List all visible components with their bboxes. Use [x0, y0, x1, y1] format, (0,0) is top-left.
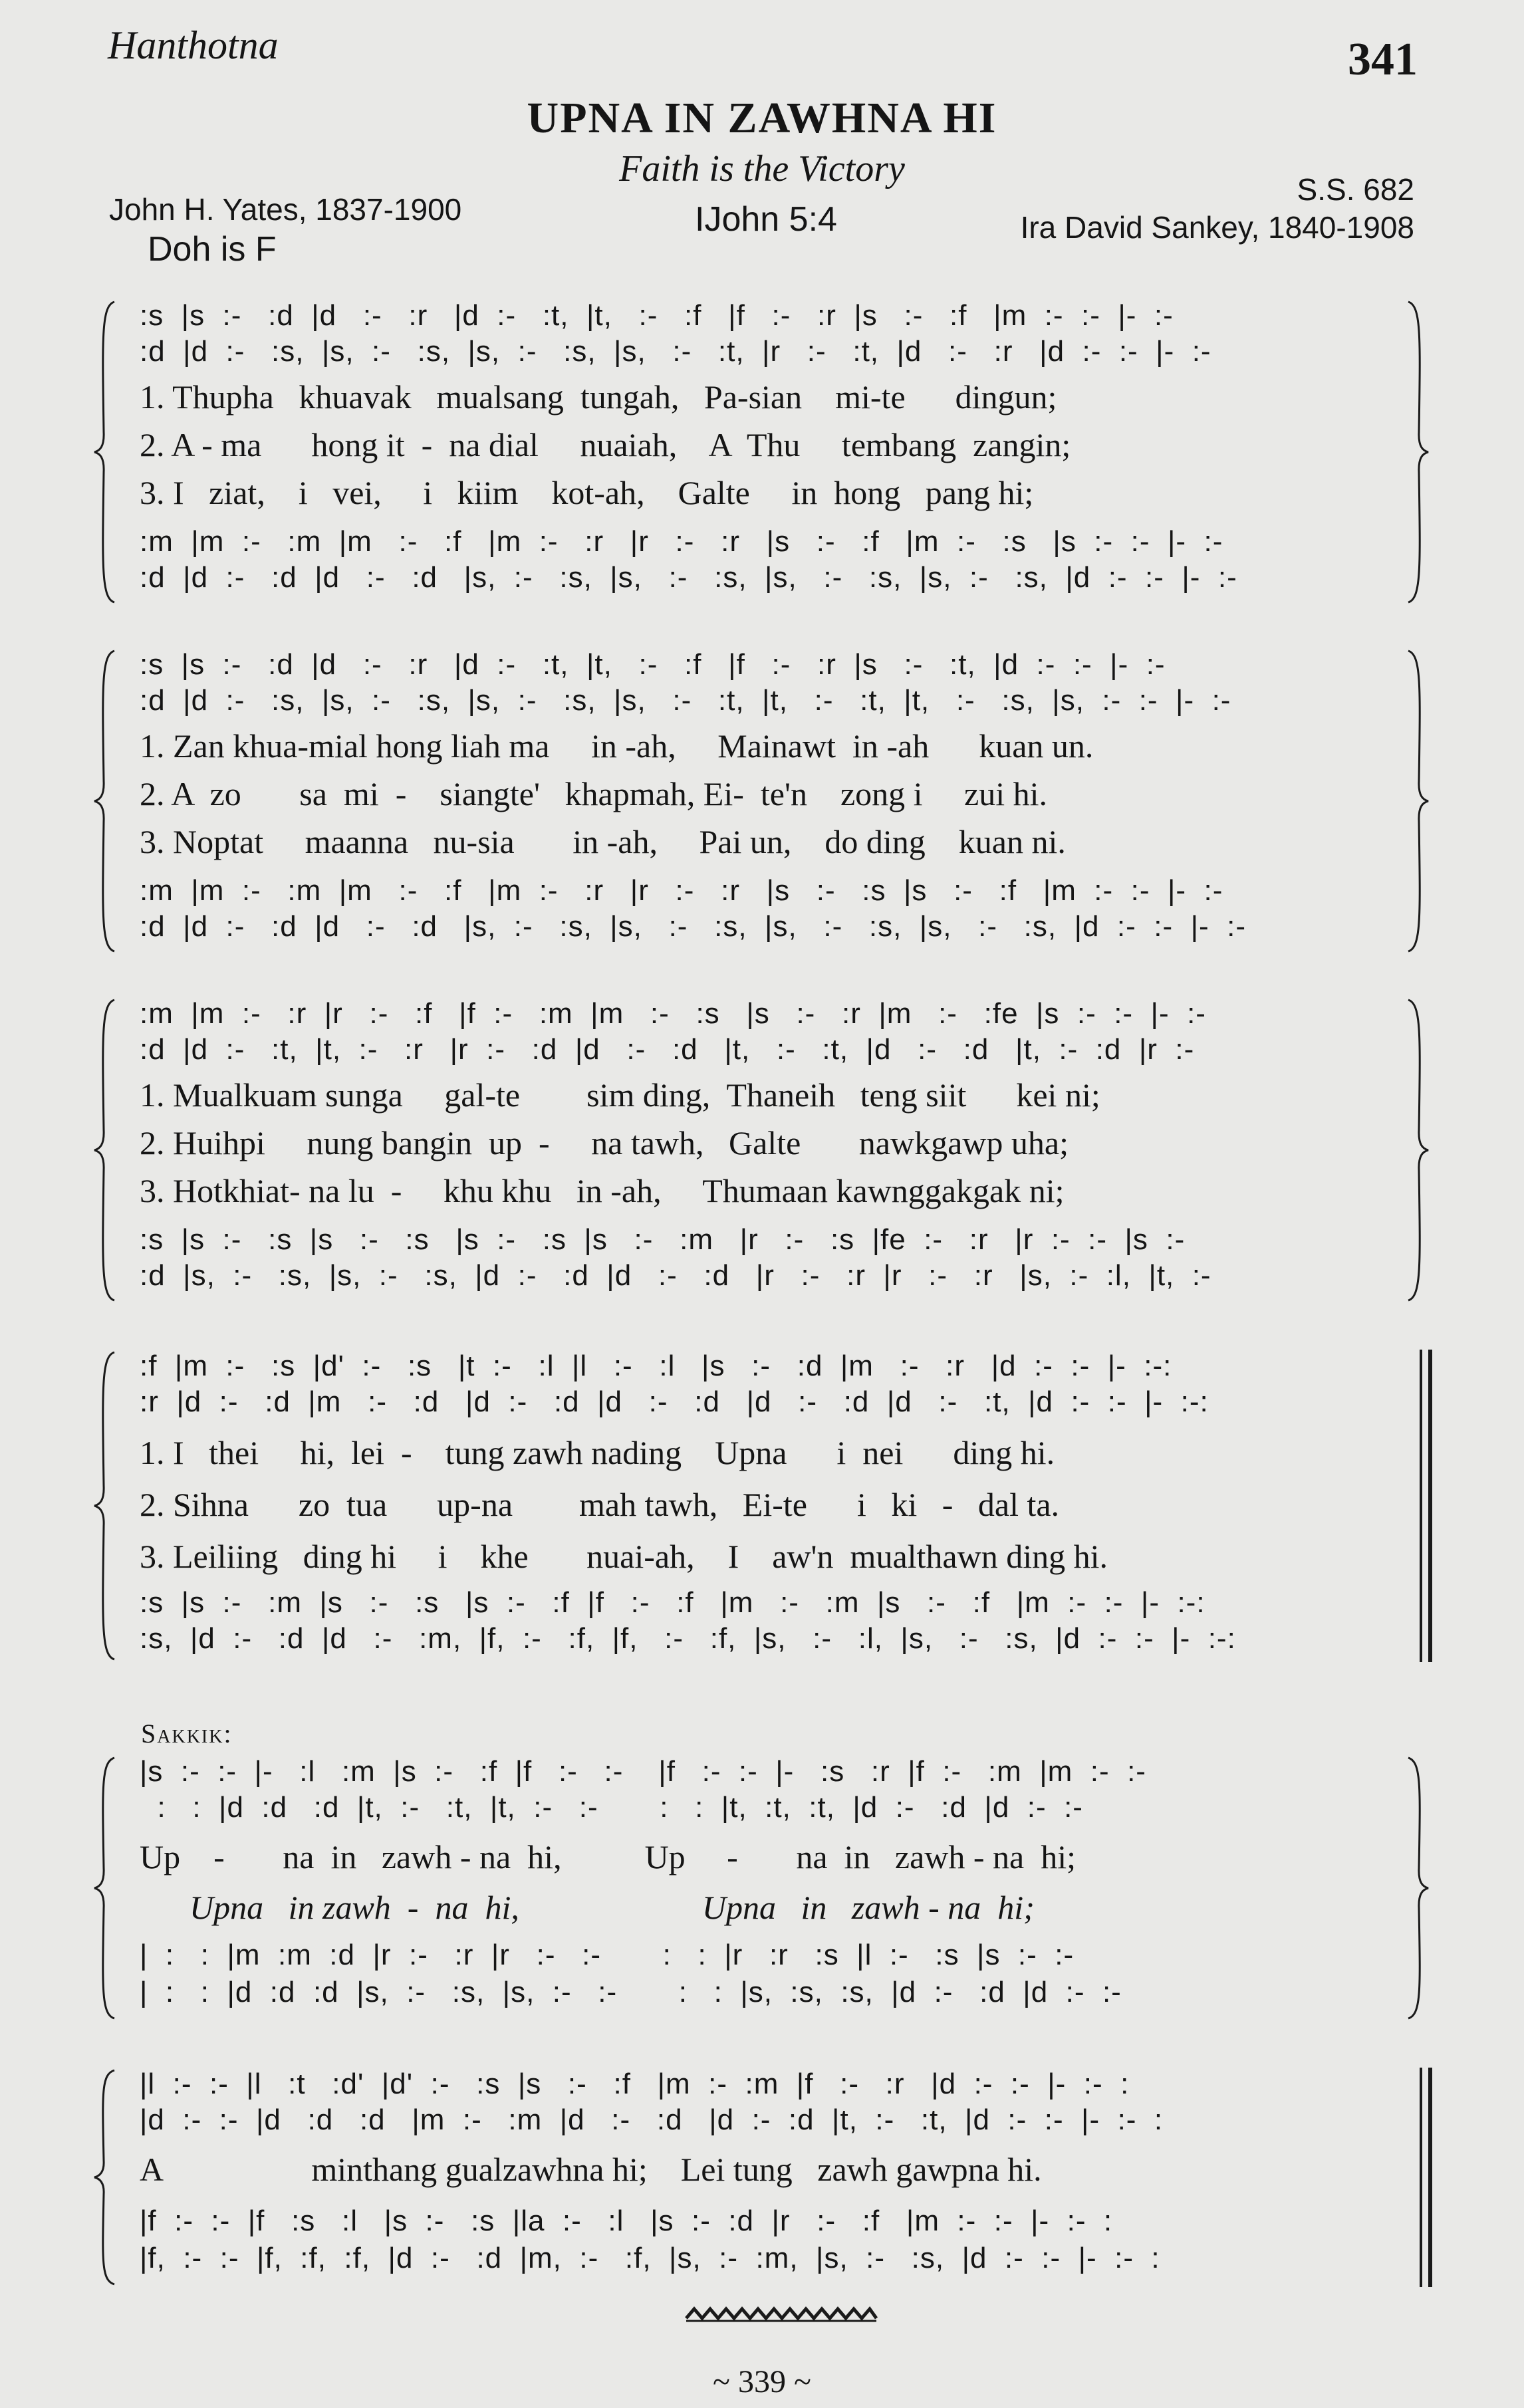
upper-solfa-line: :d |d :- :s, |s, :- :s, |s, :- :s, |s, :- :t, |t, :- :t, |t, :- :s, |s, :- :- |- :- — [140, 684, 1231, 717]
lower-solfa-line: :d |d :- :d |d :- :d |s, :- :s, |s, :- :s, |s, :- :s, |s, :- :s, |d :- :- |- :- — [140, 561, 1237, 594]
lower-solfa-line: | : : |m :m :d |r :- :r |r :- :- : : |r :r :s |l :- :s |s :- :- — [140, 1939, 1075, 1971]
verse-line-2: 2. Huihpi nung bangin up - na tawh, Galte nawkgawp uha; — [140, 1124, 1069, 1161]
lower-solfa-line: :s, |d :- :d |d :- :m, |f, :- :f, |f, :- :f, |s, :- :l, |s, :- :s, |d :- :- |- :-: — [140, 1622, 1236, 1655]
tune-reference: S.S. 682 — [1297, 172, 1414, 207]
music-system-2 — [93, 648, 1430, 954]
final-barline — [1428, 1350, 1432, 1662]
refrain-lyric-line: Up - na in zawh - na hi, Up - na in zawh - na hi; — [140, 1838, 1077, 1875]
left-brace-icon — [93, 1755, 117, 2021]
verse-line-1: 1. Thupha khuavak mualsang tungah, Pa-sian mi-te dingun; — [140, 378, 1057, 416]
upper-solfa-line: :f |m :- :s |d' :- :s |t :- :l |l :- :l |s :- :d |m :- :r |d :- :- |- :-: — [140, 1350, 1172, 1382]
right-brace-icon — [1406, 1755, 1430, 2021]
lower-solfa-line: :m |m :- :m |m :- :f |m :- :r |r :- :r |s :- :f |m :- :s |s :- :- |- :- — [140, 525, 1223, 558]
right-brace-icon — [1406, 997, 1430, 1303]
music-system-3 — [93, 997, 1430, 1303]
verse-line-3: 3. Hotkhiat- na lu - khu khu in -ah, Thumaan kawnggakgak ni; — [140, 1172, 1065, 1209]
verse-line-2: 2. Sihna zo tua up-na mah tawh, Ei-te i ki - dal ta. — [140, 1486, 1060, 1523]
lower-solfa-line: |f, :- :- |f, :f, :f, |d :- :d |m, :- :f, |s, :- :m, |s, :- :s, |d :- :- |- :- : — [140, 2242, 1160, 2274]
verse-line-1: 1. I thei hi, lei - tung zawh nading Upna i nei ding hi. — [140, 1434, 1055, 1471]
key-signature: Doh is F — [148, 230, 277, 269]
upper-solfa-line: :d |d :- :s, |s, :- :s, |s, :- :s, |s, :- :t, |r :- :t, |d :- :r |d :- :- |- :- — [140, 335, 1211, 368]
lower-solfa-line: :d |d :- :d |d :- :d |s, :- :s, |s, :- :s, |s, :- :s, |s, :- :s, |d :- :- |- :- — [140, 910, 1246, 943]
composer-credit: Ira David Sankey, 1840-1908 — [1020, 210, 1414, 245]
verse-line-3: 3. Leiliing ding hi i khe nuai-ah, I aw'n mualthawn ding hi. — [140, 1538, 1108, 1575]
lower-solfa-line: :s |s :- :s |s :- :s |s :- :s |s :- :m |r :- :s |fe :- :r |r :- :- |s :- — [140, 1223, 1186, 1256]
verse-line-2: 2. A - ma hong it - na dial nuaiah, A Thu tembang zangin; — [140, 426, 1071, 463]
upper-solfa-line: :s |s :- :d |d :- :r |d :- :t, |t, :- :f |f :- :r |s :- :f |m :- :- |- :- — [140, 299, 1174, 332]
upper-solfa-line: :d |d :- :t, |t, :- :r |r :- :d |d :- :d |t, :- :t, |d :- :d |t, :- :d |r :- — [140, 1033, 1195, 1066]
upper-solfa-line: |s :- :- |- :l :m |s :- :f |f :- :- |f :- :- |- :s :r |f :- :m |m :- :- — [140, 1755, 1146, 1788]
lower-solfa-line: :m |m :- :m |m :- :f |m :- :r |r :- :r |s :- :s |s :- :f |m :- :- |- :- — [140, 874, 1223, 907]
right-brace-icon — [1406, 299, 1430, 605]
decorative-ornament-icon — [685, 2304, 878, 2324]
music-system-4 — [93, 1350, 1430, 1662]
running-head: Hanthotna — [108, 23, 279, 67]
left-brace-icon — [93, 299, 117, 605]
upper-solfa-line: |l :- :- |l :t :d' |d' :- :s |s :- :f |m :- :m |f :- :r |d :- :- |- :- : — [140, 2068, 1130, 2100]
refrain-lyric-line: A minthang gualzawhna hi; Lei tung zawh gawpna hi. — [140, 2151, 1042, 2188]
music-system-1 — [93, 299, 1430, 605]
upper-solfa-line: : : |d :d :d |t, :- :t, |t, :- :- : : |t, :t, :t, |d :- :d |d :- :- — [140, 1791, 1083, 1824]
upper-solfa-line: |d :- :- |d :d :d |m :- :m |d :- :d |d :- :d |t, :- :t, |d :- :- |- :- : — [140, 2104, 1164, 2136]
final-barline — [1420, 2068, 1422, 2287]
page-number: ~ 339 ~ — [713, 2364, 811, 2399]
hymn-subtitle: Faith is the Victory — [619, 148, 905, 189]
upper-solfa-line: :s |s :- :d |d :- :r |d :- :t, |t, :- :f |f :- :r |s :- :t, |d :- :- |- :- — [140, 648, 1166, 681]
left-brace-icon — [93, 2068, 117, 2287]
lyricist-credit: John H. Yates, 1837-1900 — [109, 192, 462, 227]
lower-solfa-line: |f :- :- |f :s :l |s :- :s |la :- :l |s :- :d |r :- :f |m :- :- |- :- : — [140, 2205, 1113, 2237]
verse-line-1: 1. Mualkuam sunga gal-te sim ding, Thaneih teng siit kei ni; — [140, 1076, 1100, 1114]
verse-line-1: 1. Zan khua-mial hong liah ma in -ah, Mainawt in -ah kuan un. — [140, 727, 1094, 765]
final-barline — [1420, 1350, 1422, 1662]
lower-solfa-line: :d |s, :- :s, |s, :- :s, |d :- :d |d :- :d |r :- :r |r :- :r |s, :- :l, |t, :- — [140, 1259, 1211, 1292]
right-brace-icon — [1406, 648, 1430, 954]
verse-line-3: 3. Noptat maanna nu-sia in -ah, Pai un, do ding kuan ni. — [140, 823, 1066, 860]
upper-solfa-line: :m |m :- :r |r :- :f |f :- :m |m :- :s |s :- :r |m :- :fe |s :- :- |- :- — [140, 997, 1206, 1030]
refrain-system-2 — [93, 2068, 1430, 2287]
final-barline — [1428, 2068, 1432, 2287]
left-brace-icon — [93, 648, 117, 954]
hymn-title: UPNA IN ZAWHNA HI — [527, 94, 997, 142]
scripture-reference: IJohn 5:4 — [695, 200, 837, 239]
upper-solfa-line: :r |d :- :d |m :- :d |d :- :d |d :- :d |d :- :d |d :- :t, |d :- :- |- :-: — [140, 1385, 1209, 1418]
left-brace-icon — [93, 1350, 117, 1662]
refrain-echo-line: Upna in zawh - na hi, Upna in zawh - na hi; — [140, 1889, 1035, 1926]
lower-solfa-line: :s |s :- :m |s :- :s |s :- :f |f :- :f |m :- :m |s :- :f |m :- :- |- :-: — [140, 1586, 1206, 1619]
left-brace-icon — [93, 997, 117, 1303]
verse-line-2: 2. A zo sa mi - siangte' khapmah, Ei- te'n zong i zui hi. — [140, 775, 1048, 812]
refrain-system-1 — [93, 1755, 1430, 2021]
refrain-label: Sakkik: — [141, 1719, 233, 1748]
hymn-number: 341 — [1348, 34, 1418, 85]
verse-line-3: 3. I ziat, i vei, i kiim kot-ah, Galte in hong pang hi; — [140, 474, 1034, 511]
lower-solfa-line: | : : |d :d :d |s, :- :s, |s, :- :- : : |s, :s, :s, |d :- :d |d :- :- — [140, 1976, 1122, 2008]
